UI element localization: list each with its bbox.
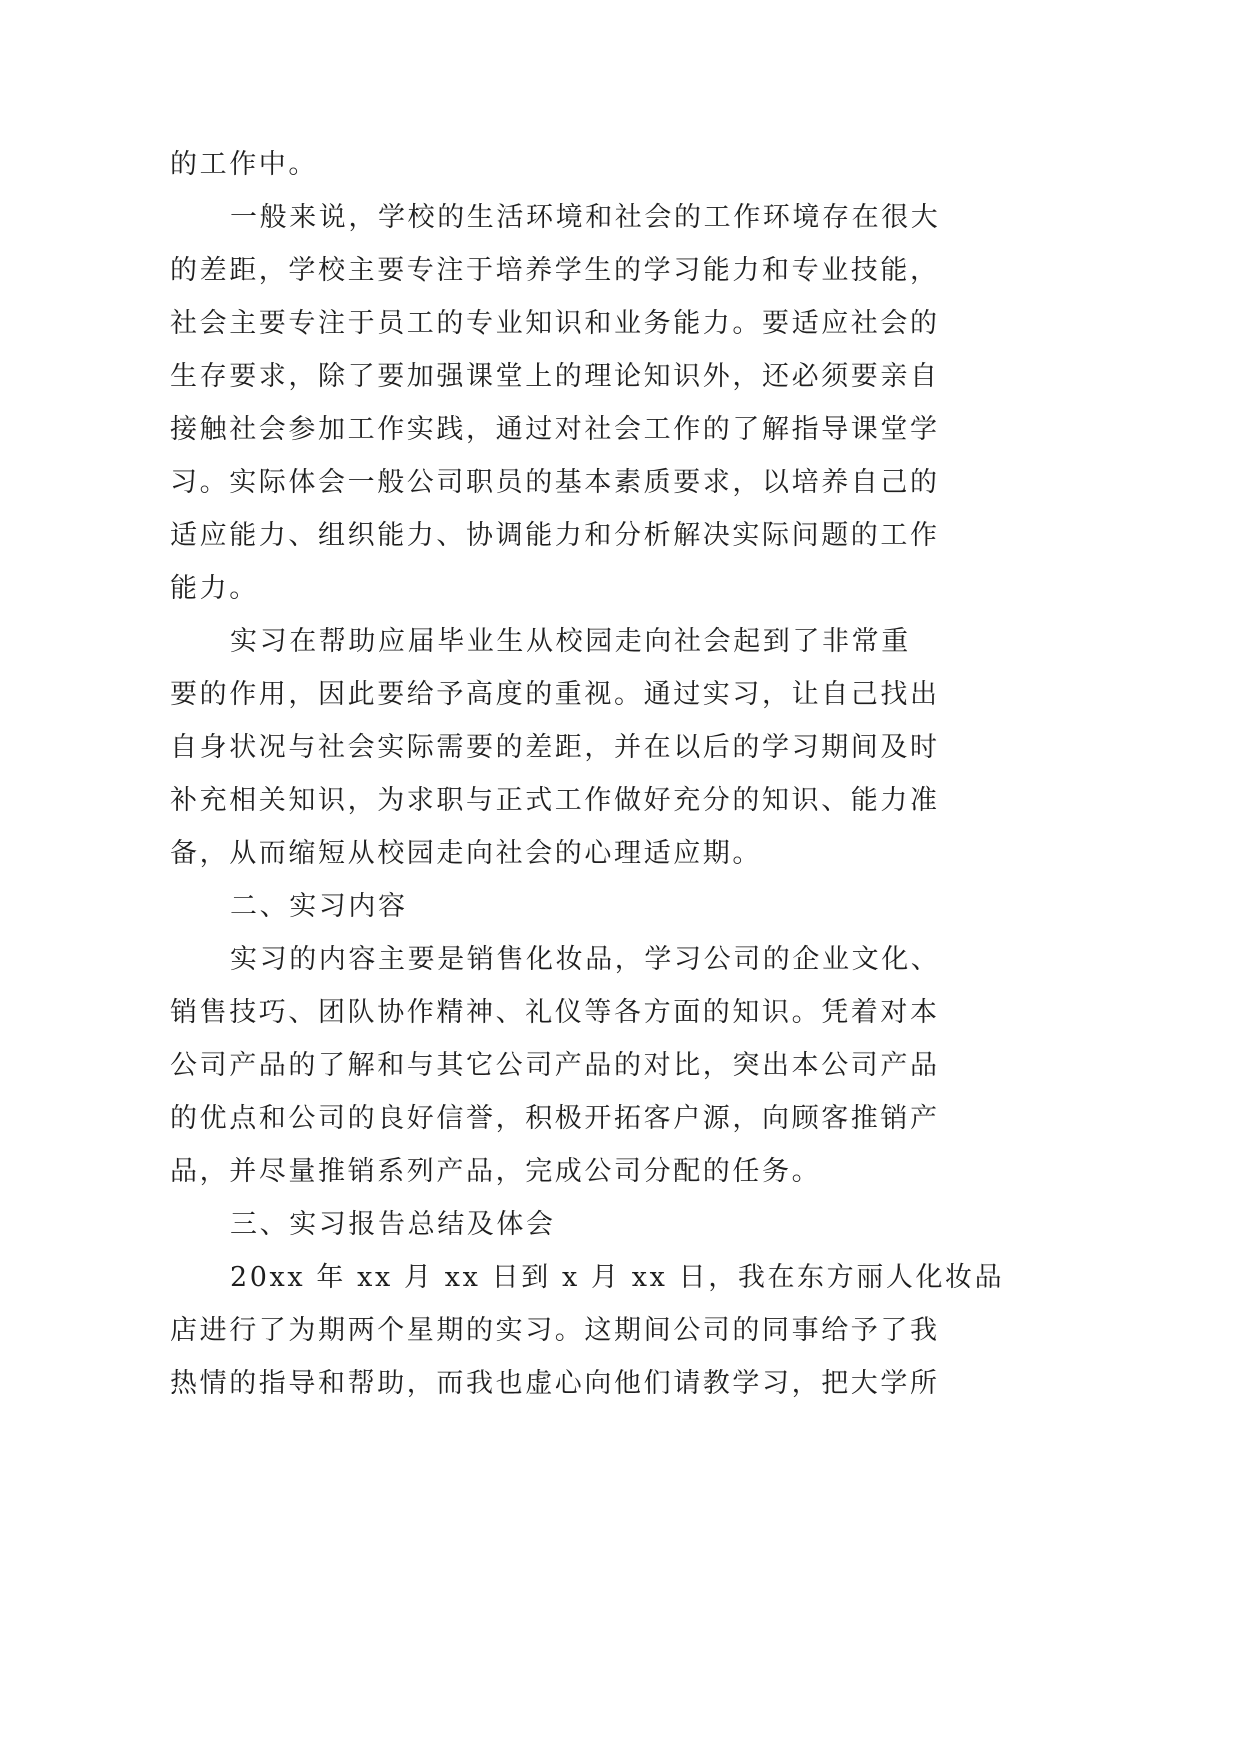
- text-line: 生存要求，除了要加强课堂上的理论知识外，还必须要亲自: [170, 361, 940, 392]
- text-line: 的优点和公司的良好信誉，积极开拓客户源，向顾客推销产: [170, 1103, 940, 1134]
- paragraph-start-line: 实习在帮助应届毕业生从校园走向社会起到了非常重: [230, 626, 911, 657]
- section-heading: 二、实习内容: [230, 891, 408, 922]
- text-line: 销售技巧、团队协作精神、礼仪等各方面的知识。凭着对本: [170, 997, 940, 1028]
- text-line: 的差距，学校主要专注于培养学生的学习能力和专业技能，: [170, 255, 940, 286]
- section-heading: 三、实习报告总结及体会: [230, 1209, 556, 1240]
- paragraph-start-line: 一般来说，学校的生活环境和社会的工作环境存在很大: [230, 202, 941, 233]
- text-line: 习。实际体会一般公司职员的基本素质要求，以培养自己的: [170, 467, 940, 498]
- text-line: 公司产品的了解和与其它公司产品的对比，突出本公司产品: [170, 1050, 940, 1081]
- text-line: 能力。: [170, 573, 259, 604]
- text-line: 接触社会参加工作实践，通过对社会工作的了解指导课堂学: [170, 414, 940, 445]
- text-line: 要的作用，因此要给予高度的重视。通过实习，让自己找出: [170, 679, 940, 710]
- text-line: 品，并尽量推销系列产品，完成公司分配的任务。: [170, 1156, 822, 1187]
- text-line: 适应能力、组织能力、协调能力和分析解决实际问题的工作: [170, 520, 940, 551]
- text-line: 补充相关知识，为求职与正式工作做好充分的知识、能力准: [170, 785, 940, 816]
- text-line: 备，从而缩短从校园走向社会的心理适应期。: [170, 838, 762, 869]
- text-line: 自身状况与社会实际需要的差距，并在以后的学习期间及时: [170, 732, 940, 763]
- text-line: 热情的指导和帮助，而我也虚心向他们请教学习，把大学所: [170, 1368, 940, 1399]
- paragraph-start-line: 实习的内容主要是销售化妆品，学习公司的企业文化、: [230, 944, 941, 975]
- body-text: [170, 138, 1005, 1410]
- text-line: 社会主要专注于员工的专业知识和业务能力。要适应社会的: [170, 308, 940, 339]
- paragraph-start-line: 20xx 年 xx 月 xx 日到 x 月 xx 日，我在东方丽人化妆品: [230, 1262, 1005, 1293]
- text-line: 店进行了为期两个星期的实习。这期间公司的同事给予了我: [170, 1315, 940, 1346]
- text-line: 的工作中。: [170, 149, 318, 180]
